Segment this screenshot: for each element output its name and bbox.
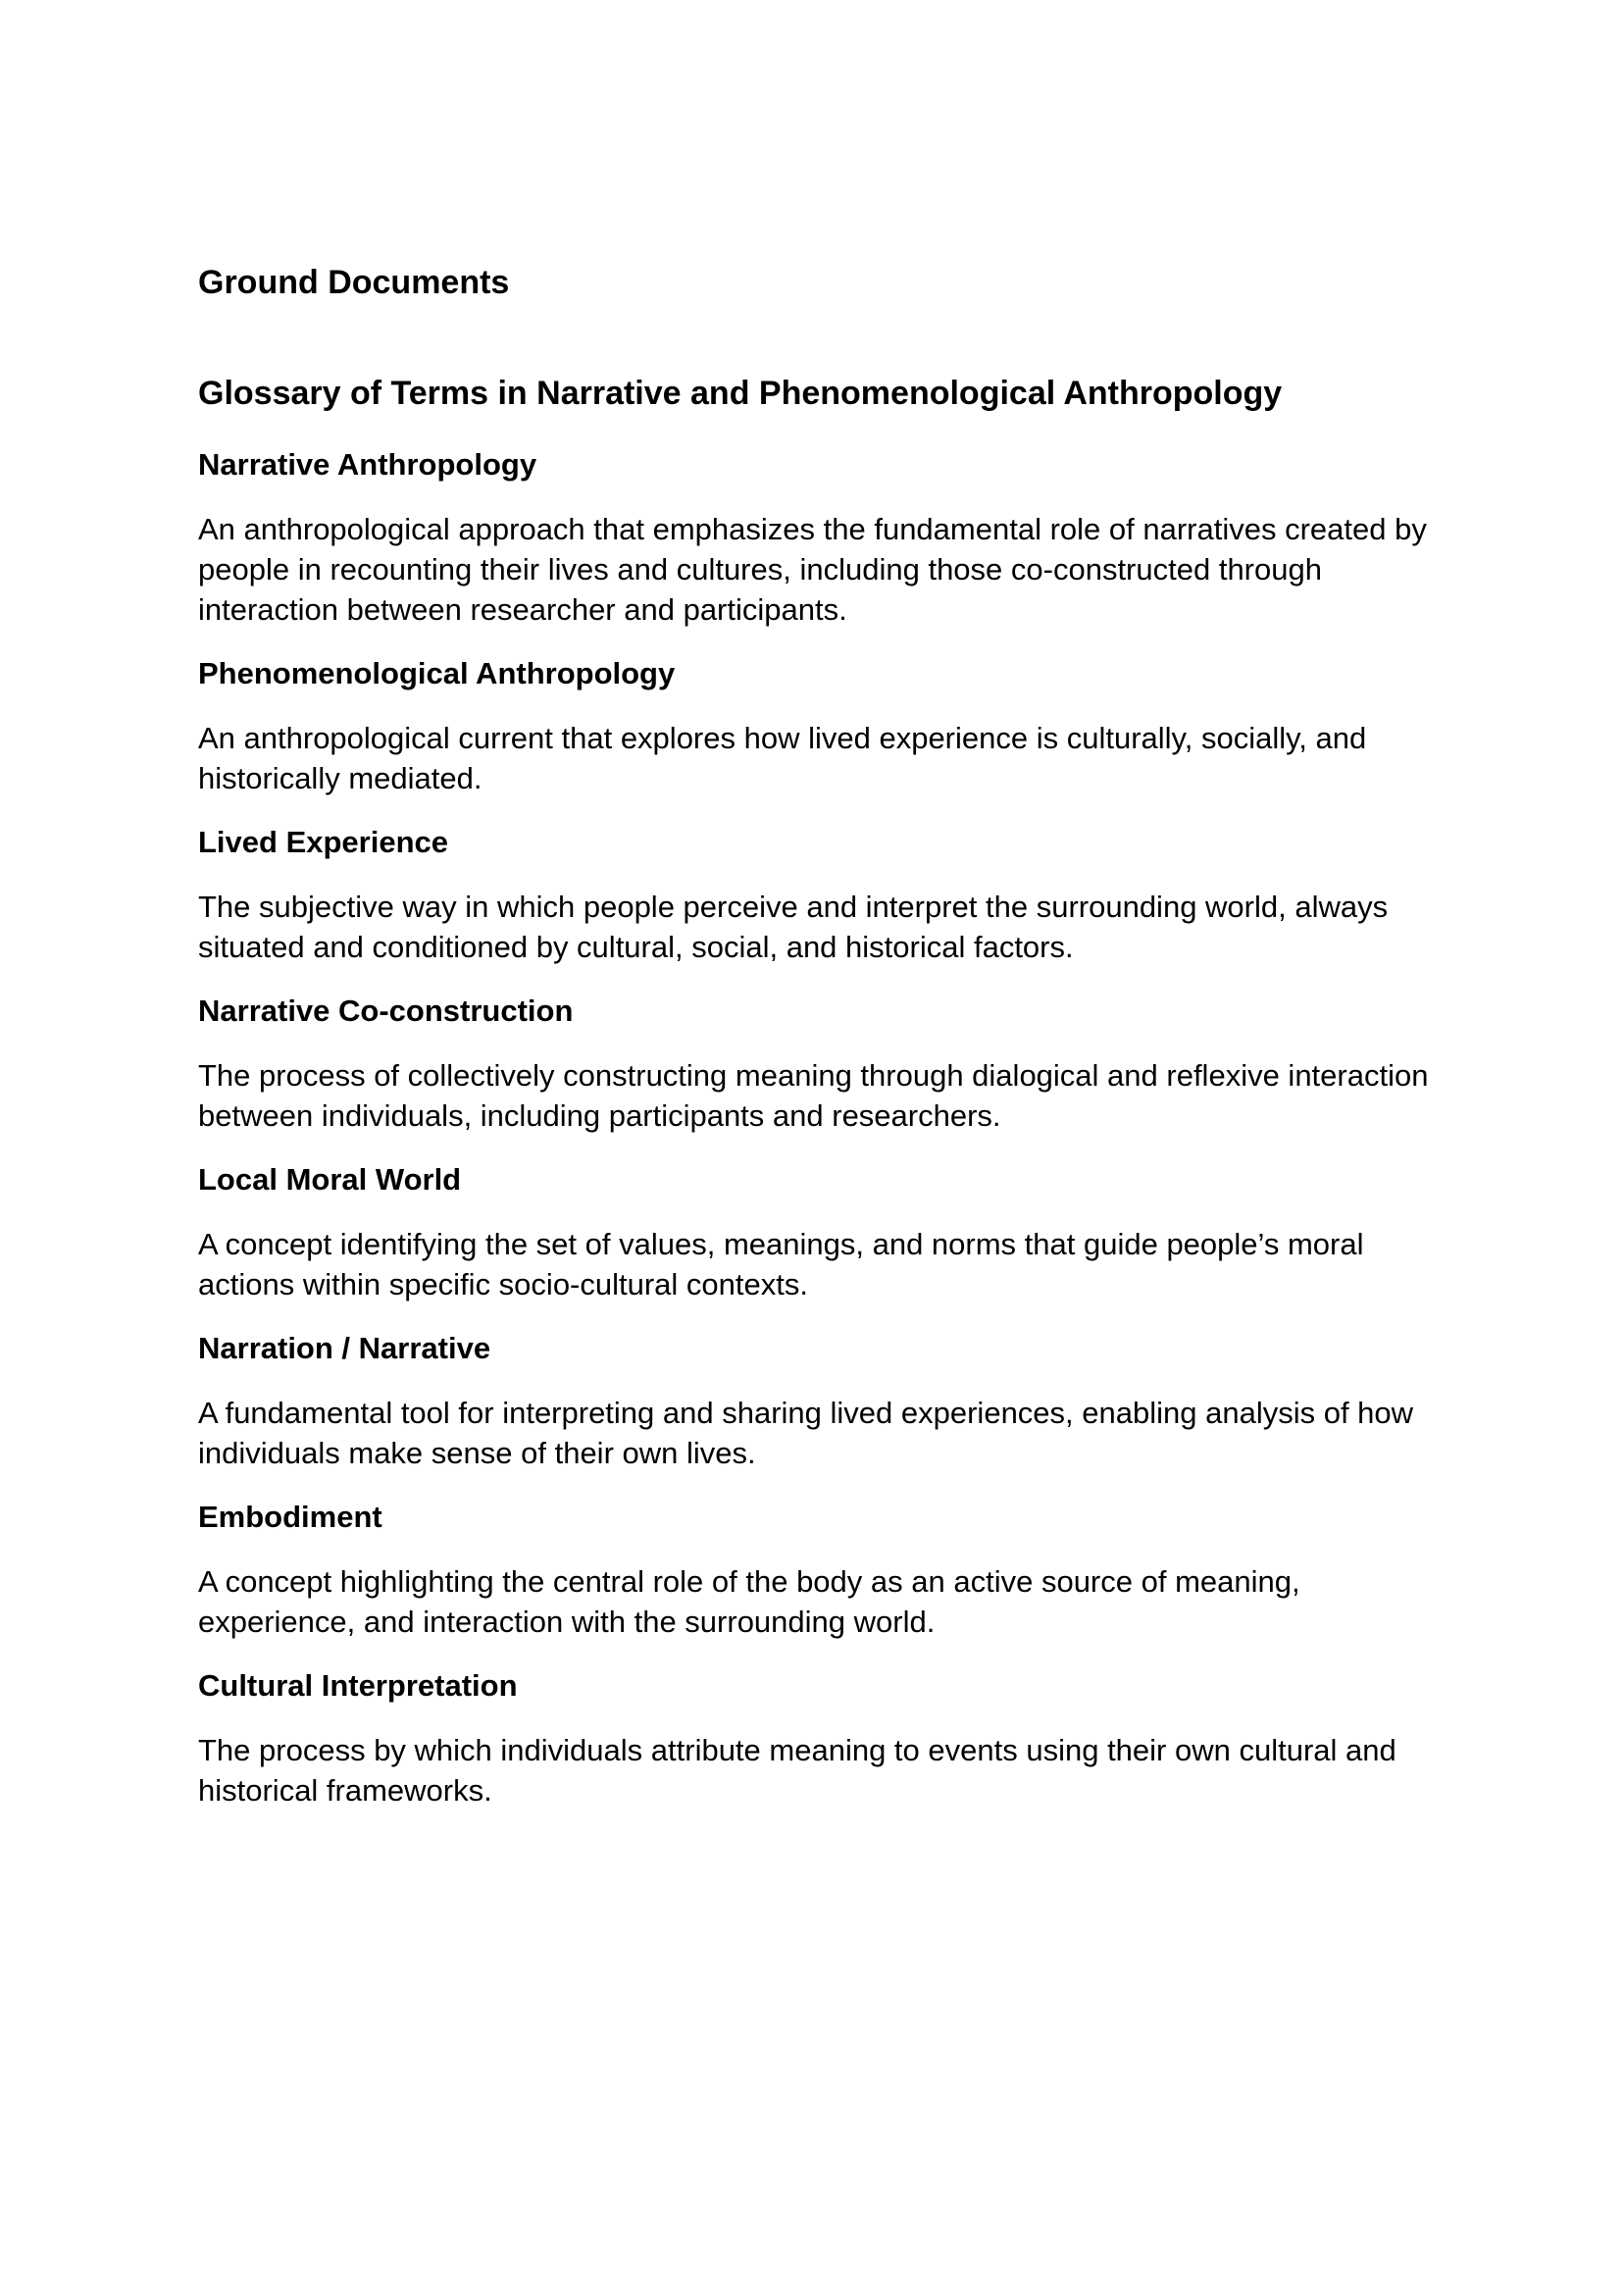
glossary-term: Local Moral World — [198, 1162, 462, 1197]
glossary-term: Narration / Narrative — [198, 1331, 491, 1365]
glossary-title: Glossary of Terms in Narrative and Phenomenological Anthropology — [198, 375, 1283, 412]
glossary-entry-narration-narrative — [198, 1329, 1463, 1473]
glossary-entry-local-moral-world — [198, 1160, 1463, 1304]
glossary-definition: An anthropological approach that emphasizes the fundamental role of narratives created by people in recounting their lives and cultures, including those co-constructed through interaction between researcher and participants. — [198, 512, 1427, 627]
glossary-definition: The process by which individuals attribute meaning to events using their own cultural and historical frameworks. — [198, 1733, 1396, 1808]
glossary-entry-narrative-anthropology — [198, 445, 1463, 630]
glossary-definition: The subjective way in which people perceive and interpret the surrounding world, always situated and conditioned by cultural, social, and historical factors. — [198, 890, 1389, 964]
glossary-entry-phenomenological-anthropology — [198, 654, 1463, 798]
glossary-entry-narrative-co-construction — [198, 992, 1463, 1136]
glossary-entry-cultural-interpretation — [198, 1666, 1463, 1810]
glossary-term: Embodiment — [198, 1500, 382, 1534]
glossary-definition: The process of collectively constructing meaning through dialogical and reflexive interaction between individuals, including participants and researchers. — [198, 1058, 1429, 1133]
glossary-definition: An anthropological current that explores how lived experience is culturally, socially, and historically mediated. — [198, 721, 1367, 795]
glossary-definition: A concept highlighting the central role of the body as an active source of meaning, experience, and interaction with the surrounding world. — [198, 1564, 1300, 1639]
glossary-entry-embodiment — [198, 1498, 1463, 1642]
glossary-term: Narrative Co-construction — [198, 994, 574, 1028]
glossary-entry-lived-experience — [198, 823, 1463, 967]
glossary-definition: A concept identifying the set of values, meanings, and norms that guide people’s moral actions within specific socio-cultural contexts. — [198, 1227, 1364, 1301]
glossary-entries — [198, 445, 1463, 1835]
glossary-term: Lived Experience — [198, 825, 449, 859]
glossary-definition: A fundamental tool for interpreting and sharing lived experiences, enabling analysis of how individuals make sense of their own lives. — [198, 1396, 1414, 1470]
document-title: Ground Documents — [198, 264, 510, 301]
glossary-term: Narrative Anthropology — [198, 447, 537, 482]
glossary-term: Phenomenological Anthropology — [198, 656, 676, 690]
glossary-term: Cultural Interpretation — [198, 1668, 518, 1703]
